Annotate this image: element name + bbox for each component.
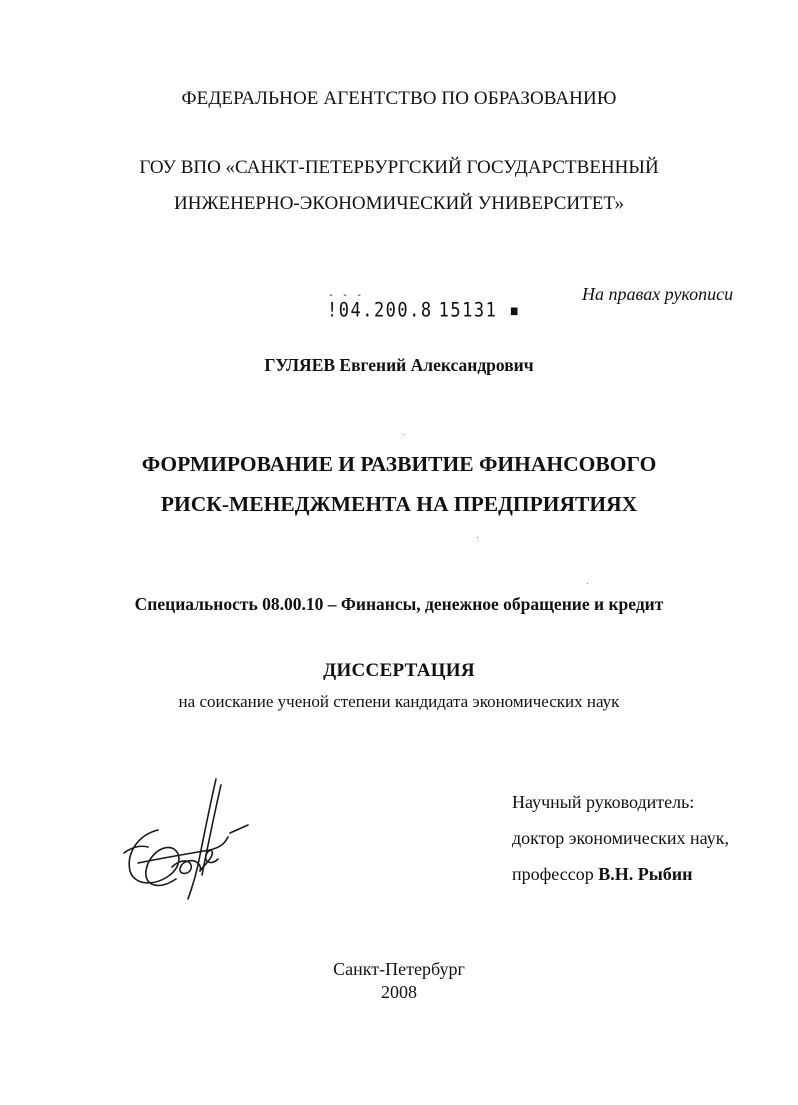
supervisor-position: профессор: [512, 864, 594, 884]
supervisor-block: [512, 784, 729, 892]
specialty: Специальность 08.00.10 – Финансы, денежное обращение и кредит: [134, 594, 664, 614]
year: 2008: [381, 982, 417, 1002]
author-signature: [118, 775, 258, 905]
library-stamp-number: 15131: [438, 299, 498, 322]
library-stamp-date: !04.200.8: [327, 299, 433, 322]
scan-speck: [477, 537, 478, 538]
title-line-1: ФОРМИРОВАНИЕ И РАЗВИТИЕ ФИНАНСОВОГО: [141, 452, 657, 476]
library-stamp: [327, 299, 521, 322]
supervisor-name: В.Н. Рыбин: [598, 864, 693, 884]
rights-note: На правах рукописи: [582, 284, 734, 304]
agency-name: ФЕДЕРАЛЬНОЕ АГЕНТСТВО ПО ОБРАЗОВАНИЮ: [181, 88, 617, 109]
university-name: [0, 150, 798, 222]
university-line-2: ИНЖЕНЕРНО-ЭКОНОМИЧЕСКИЙ УНИВЕРСИТЕТ»: [174, 193, 624, 214]
scan-speck: [587, 583, 588, 584]
library-stamp-mark: ▪: [509, 299, 521, 322]
document-type: ДИССЕРТАЦИЯ: [323, 660, 475, 681]
degree-line: на соискание ученой степени кандидата экономических наук: [178, 692, 620, 711]
scan-speck: [404, 434, 405, 435]
university-line-1: ГОУ ВПО «САНКТ-ПЕТЕРБУРГСКИЙ ГОСУДАРСТВЕННЫЙ: [139, 157, 659, 178]
dissertation-title: [0, 444, 798, 524]
supervisor-label: Научный руководитель:: [512, 792, 695, 812]
title-line-2: РИСК-МЕНЕДЖМЕНТА НА ПРЕДПРИЯТИЯХ: [160, 492, 638, 516]
supervisor-degree: доктор экономических наук,: [512, 828, 729, 848]
footer: [0, 958, 798, 1004]
library-stamp-tick: - - -: [328, 290, 364, 301]
author-name: ГУЛЯЕВ Евгений Александрович: [264, 355, 534, 375]
supervisor-person: [512, 856, 729, 892]
city: Санкт-Петербург: [333, 959, 465, 979]
